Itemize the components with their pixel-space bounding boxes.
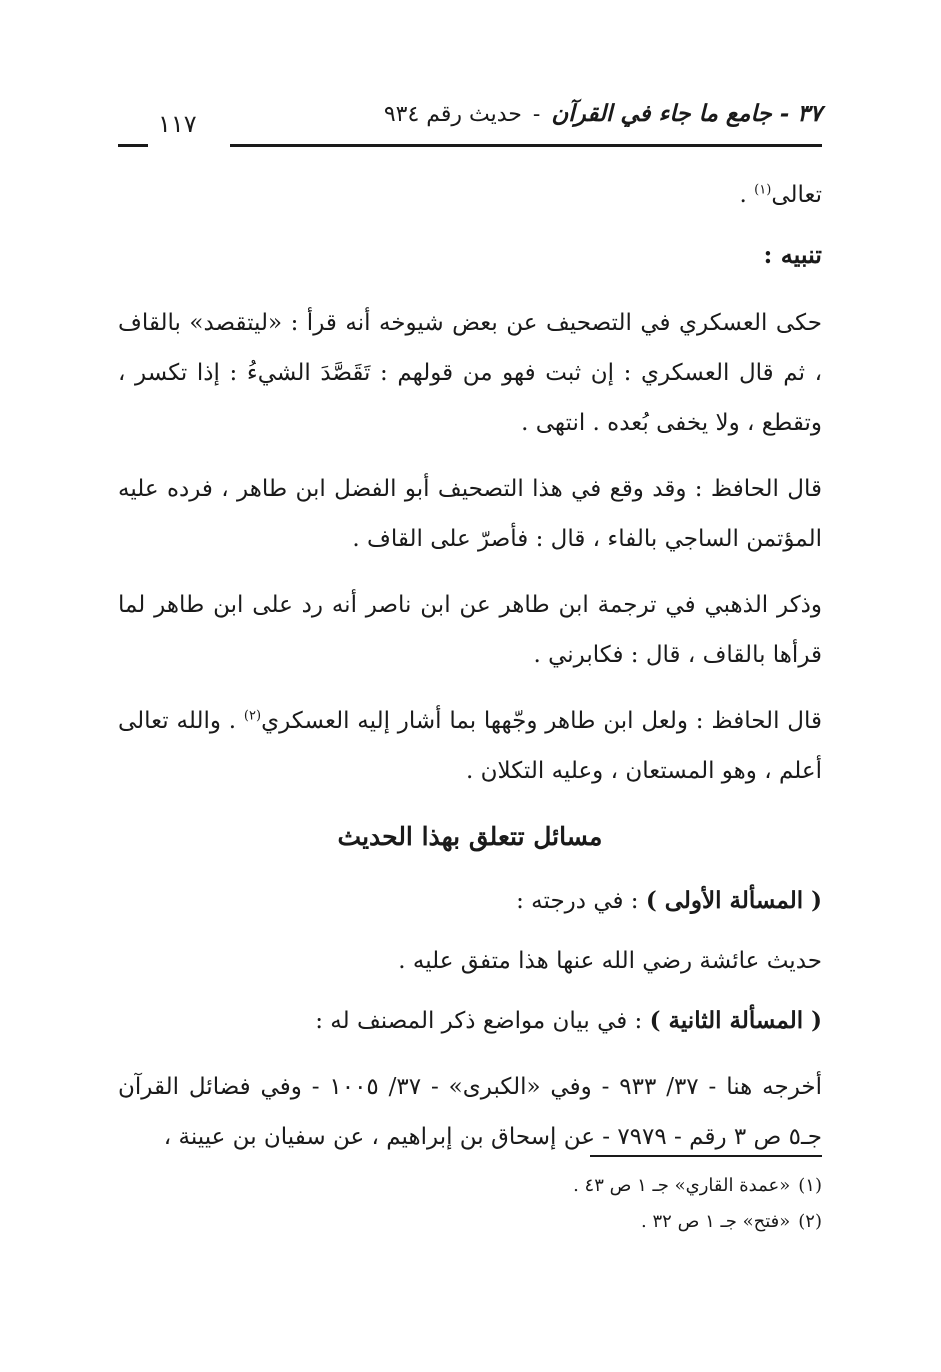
issue-1-label: ( المسألة الأولى )	[645, 887, 822, 914]
title-separator: -	[532, 102, 541, 127]
header-rule	[230, 144, 822, 147]
footnote-ref-1[interactable]: (١)	[754, 182, 772, 198]
page-header	[118, 100, 822, 160]
header-rule-short	[118, 144, 148, 147]
page-number: ١١٧	[158, 110, 197, 138]
issue-1	[118, 876, 822, 926]
paragraph-conclusion	[118, 696, 822, 796]
footnote-separator	[590, 1155, 822, 1157]
footnote-number: (٢)	[798, 1211, 822, 1232]
issue-2-label: ( المسألة الثانية )	[649, 1007, 822, 1034]
footnote-ref-2[interactable]: (٢)	[243, 708, 262, 724]
book-title: ٣٧ - جامع ما جاء في القرآن	[551, 100, 822, 127]
section-heading: مسائل تتعلق بهذا الحديث	[337, 822, 603, 851]
footnote-2	[400, 1204, 822, 1240]
running-title	[384, 100, 822, 127]
issue-2	[118, 996, 822, 1046]
footnote-1	[400, 1168, 822, 1204]
paragraph-end: . والله تعالى أعلم ، وهو المستعان ، وعليه التكلان .	[118, 708, 822, 784]
footnote-number: (١)	[798, 1175, 822, 1196]
footnote-text: «عمدة القاري» جـ ١ ص ٤٣ .	[573, 1175, 791, 1196]
paragraph-text: قال الحافظ : ولعل ابن طاهر وجّهها بما أشار إليه العسكري	[261, 708, 822, 734]
footnotes	[400, 1168, 822, 1240]
paragraph-opening	[118, 170, 822, 220]
paragraph-dhahabi: وذكر الذهبي في ترجمة ابن طاهر عن ابن ناصر أنه رد على ابن طاهر لما قرأها بالقاف ، قال : فكابرني .	[118, 592, 822, 668]
main-text	[118, 170, 822, 1178]
paragraph-end: .	[739, 182, 755, 208]
paragraph-hafiz: قال الحافظ : وقد وقع في هذا التصحيف أبو الفضل ابن طاهر ، فرده عليه المؤتمن الساجي بالفاء ، قال : فأصرّ على القاف .	[118, 476, 822, 552]
paragraph-tanbih: حكى العسكري في التصحيف عن بعض شيوخه أنه قرأ : «ليتقصد» بالقاف ، ثم قال العسكري : إن ثبت فهو من قولهم : تَقَصَّدَ الشيءُ : إذا تكسر ، وتقطع ، ولا يخفى بُعده . انتهى .	[118, 310, 822, 436]
tanbih-heading: تنبيه :	[763, 240, 822, 269]
issue-1-title: : في درجته :	[516, 888, 646, 914]
paragraph-text: تعالى	[771, 182, 822, 208]
hadith-reference: حديث رقم ٩٣٤	[383, 102, 522, 127]
issue-2-title: : في بيان مواضع ذكر المصنف له :	[315, 1008, 650, 1034]
footnote-text: «فتح» جـ ١ ص ٣٢ .	[641, 1211, 791, 1232]
issue-1-body: حديث عائشة رضي الله عنها هذا متفق عليه .	[398, 948, 822, 974]
paragraph-sources: أخرجه هنا - ٣٧/ ٩٣٣ - وفي «الكبرى» - ٣٧/ ١٠٠٥ - وفي فضائل القرآن جـ٥ ص ٣ رقم - ٧٩٧٩ - عن إسحاق بن إبراهيم ، عن سفيان بن عيينة ،	[118, 1074, 823, 1150]
